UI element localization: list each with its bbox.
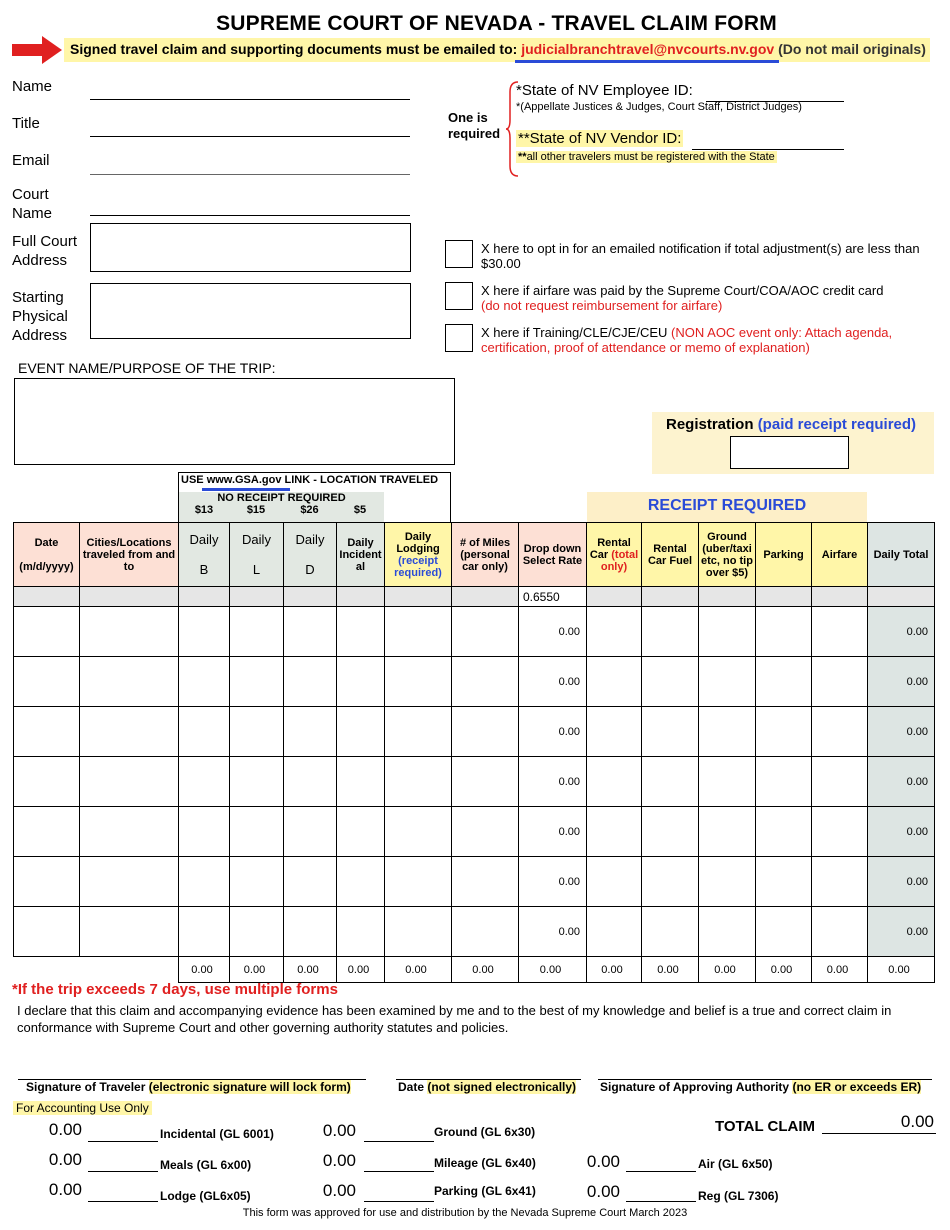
- table-cell[interactable]: [812, 857, 868, 907]
- vendor-note-text: all other travelers must be registered with the State: [526, 151, 775, 163]
- rate-row: [14, 587, 935, 607]
- table-cell[interactable]: [80, 757, 179, 807]
- table-cell[interactable]: [337, 857, 385, 907]
- email-label: Email: [12, 152, 50, 169]
- column-total-cell: 0.00: [587, 957, 642, 983]
- approver-signature-field[interactable]: [598, 1060, 932, 1080]
- email-field[interactable]: [90, 155, 410, 175]
- table-cell[interactable]: [385, 807, 452, 857]
- one-required-note: [448, 110, 500, 142]
- daily-total-cell: 0.00: [868, 807, 935, 857]
- column-total-cell: 0.00: [337, 957, 385, 983]
- table-cell[interactable]: [642, 807, 699, 857]
- lodge-code-field[interactable]: [88, 1180, 158, 1202]
- daily-total-cell: 0.00: [868, 757, 935, 807]
- column-total-cell: 0.00: [699, 957, 756, 983]
- event-label: EVENT NAME/PURPOSE OF THE TRIP:: [18, 360, 276, 376]
- meals-gl-label: Meals (GL 6x00): [160, 1158, 252, 1172]
- table-cell[interactable]: [452, 657, 519, 707]
- table-cell[interactable]: [642, 707, 699, 757]
- starting-address-label-line3: Address: [12, 327, 68, 344]
- col-fuel: Rental Car Fuel: [642, 523, 699, 587]
- court-name-label-line1: Court: [12, 186, 49, 203]
- mileage-amount: 0.00: [322, 1151, 356, 1170]
- starting-address-label-line1: Starting: [12, 289, 64, 306]
- table-cell[interactable]: [587, 857, 642, 907]
- parking-gl-label: Parking (GL 6x41): [434, 1184, 536, 1198]
- rates-row: [179, 504, 384, 516]
- column-total-cell: 0.00: [642, 957, 699, 983]
- rate-row-cell: [452, 587, 519, 607]
- rate-row-cell: [756, 587, 812, 607]
- lodge-amount: 0.00: [48, 1180, 82, 1199]
- table-cell[interactable]: [179, 757, 230, 807]
- table-cell[interactable]: [284, 907, 337, 957]
- table-cell[interactable]: [14, 657, 80, 707]
- title-field[interactable]: [90, 117, 410, 137]
- rate-row-cell: [179, 587, 230, 607]
- table-cell[interactable]: [80, 657, 179, 707]
- col-ground: Ground (uber/taxi etc, no tip over $5): [699, 523, 756, 587]
- col-rental-label: Rental Car: [589, 536, 631, 561]
- date-signed-field[interactable]: [396, 1060, 581, 1080]
- table-row: [14, 807, 935, 857]
- table-cell[interactable]: [699, 607, 756, 657]
- submission-email-link[interactable]: judicialbranchtravel@nvcourts.nv.gov: [521, 41, 775, 57]
- banner-note: (Do not mail originals): [778, 41, 926, 57]
- employee-id-label: *State of NV Employee ID:: [516, 82, 693, 99]
- table-cell[interactable]: [756, 907, 812, 957]
- table-cell[interactable]: [385, 907, 452, 957]
- column-total-cell: 0.00: [284, 957, 337, 983]
- mileage-amount-cell: 0.00: [519, 857, 587, 907]
- table-cell[interactable]: [80, 857, 179, 907]
- table-cell[interactable]: [642, 907, 699, 957]
- mileage-gl-label: Mileage (GL 6x40): [434, 1156, 536, 1170]
- table-cell[interactable]: [812, 607, 868, 657]
- registration-panel: [652, 412, 934, 474]
- full-court-address-label: [12, 232, 77, 270]
- rate-row-cell: [230, 587, 284, 607]
- incidental-gl-label: Incidental (GL 6001): [160, 1127, 274, 1141]
- col-daily-total: Daily Total: [868, 523, 935, 587]
- training-label: X here if Training/CLE/CJE/CEU: [481, 325, 668, 340]
- rate-row-cell: [337, 587, 385, 607]
- approval-footer: This form was approved for use and distribution by the Nevada Supreme Court March 2023: [242, 1207, 688, 1219]
- table-cell[interactable]: [385, 707, 452, 757]
- receipt-required-label: RECEIPT REQUIRED: [587, 492, 867, 522]
- banner-text: Signed travel claim and supporting documents must be emailed to:: [70, 41, 518, 57]
- parking-amount: 0.00: [322, 1181, 356, 1200]
- table-cell[interactable]: [337, 657, 385, 707]
- table-cell[interactable]: [230, 707, 284, 757]
- parking-code-field[interactable]: [364, 1180, 434, 1202]
- table-cell[interactable]: [179, 907, 230, 957]
- col-breakfast-label: B: [199, 562, 209, 577]
- ground-amount: 0.00: [322, 1121, 356, 1140]
- col-airfare: Airfare: [812, 523, 868, 587]
- rate-row-cell: [642, 587, 699, 607]
- traveler-signature-text: Signature of Traveler: [26, 1080, 146, 1094]
- starting-address-field[interactable]: [90, 283, 411, 339]
- table-cell[interactable]: [699, 907, 756, 957]
- col-lodging: [385, 523, 452, 587]
- table-row: [14, 757, 935, 807]
- one-required-line1: One is: [448, 110, 488, 125]
- mileage-rate-select[interactable]: 0.6550: [519, 587, 587, 607]
- approver-signature-text: Signature of Approving Authority: [600, 1080, 790, 1094]
- employee-id-field[interactable]: [706, 84, 844, 102]
- table-cell[interactable]: [642, 607, 699, 657]
- air-code-field[interactable]: [626, 1150, 696, 1172]
- court-name-label-line2: Name: [12, 205, 53, 222]
- arrow-right-icon: [12, 36, 62, 64]
- table-cell[interactable]: [80, 807, 179, 857]
- table-cell[interactable]: [179, 807, 230, 857]
- ground-gl-label: Ground (GL 6x30): [434, 1125, 536, 1139]
- totals-spacer: [14, 957, 80, 983]
- column-total-cell: 0.00: [179, 957, 230, 983]
- registration-note: (paid receipt required): [757, 416, 917, 433]
- airfare-paid-text: [481, 283, 931, 313]
- gsa-link-underline: [202, 488, 290, 491]
- table-cell[interactable]: [452, 907, 519, 957]
- table-cell[interactable]: [642, 757, 699, 807]
- table-cell[interactable]: [14, 907, 80, 957]
- gsa-suffix: LINK - LOCATION TRAVELED: [281, 474, 439, 486]
- multi-form-warning: *If the trip exceeds 7 days, use multiple forms: [12, 981, 338, 998]
- reg-code-field[interactable]: [626, 1180, 696, 1202]
- registration-label-wrap: [666, 416, 916, 433]
- col-dinner-label: D: [305, 562, 315, 577]
- reg-gl-label: Reg (GL 7306): [698, 1189, 779, 1203]
- daily-total-cell: 0.00: [868, 707, 935, 757]
- mileage-amount-cell: 0.00: [519, 807, 587, 857]
- accounting-label: For Accounting Use Only: [13, 1101, 152, 1115]
- table-cell[interactable]: [337, 607, 385, 657]
- table-cell[interactable]: [452, 757, 519, 807]
- table-cell[interactable]: [179, 857, 230, 907]
- rate-row-cell: [699, 587, 756, 607]
- vendor-id-note: [516, 151, 777, 163]
- daily-total-cell: 0.00: [868, 857, 935, 907]
- approver-signature-label: [600, 1080, 921, 1094]
- email-banner: [64, 38, 930, 62]
- col-lunch: [230, 523, 284, 587]
- mileage-amount-cell: 0.00: [519, 907, 587, 957]
- page-title: SUPREME COURT OF NEVADA - TRAVEL CLAIM FORM: [216, 12, 777, 35]
- table-cell[interactable]: [284, 707, 337, 757]
- date-signed-label: [398, 1080, 576, 1094]
- training-checkbox[interactable]: [445, 324, 473, 352]
- table-row: [14, 707, 935, 757]
- table-cell[interactable]: [179, 657, 230, 707]
- table-cell[interactable]: [642, 857, 699, 907]
- table-cell[interactable]: [699, 757, 756, 807]
- table-cell[interactable]: [699, 707, 756, 757]
- table-cell[interactable]: [812, 707, 868, 757]
- employee-id-note: *(Appellate Justices & Judges, Court Staff, District Judges): [516, 101, 802, 113]
- column-total-cell: 0.00: [230, 957, 284, 983]
- table-cell[interactable]: [284, 607, 337, 657]
- table-cell[interactable]: [337, 807, 385, 857]
- full-court-address-label-line2: Address: [12, 252, 68, 269]
- date-signed-note: (not signed electronically): [427, 1080, 577, 1094]
- lunch-rate: $15: [246, 504, 266, 516]
- data-rows: [14, 607, 935, 957]
- table-cell[interactable]: [756, 857, 812, 907]
- opt-in-notification-text: [481, 241, 931, 271]
- col-lunch-top: Daily: [242, 532, 271, 547]
- col-dinner-top: Daily: [295, 532, 325, 547]
- daily-total-cell: 0.00: [868, 907, 935, 957]
- mileage-amount-cell: 0.00: [519, 657, 587, 707]
- mileage-amount-cell: 0.00: [519, 607, 587, 657]
- table-cell[interactable]: [284, 657, 337, 707]
- table-cell[interactable]: [14, 757, 80, 807]
- air-gl-label: Air (GL 6x50): [698, 1157, 773, 1171]
- table-cell[interactable]: [284, 757, 337, 807]
- vendor-id-label: **State of NV Vendor ID:: [518, 130, 682, 147]
- total-claim-label: TOTAL CLAIM: [715, 1118, 815, 1135]
- table-cell[interactable]: [80, 707, 179, 757]
- totals-spacer: [80, 957, 179, 983]
- date-signed-text: Date: [398, 1080, 425, 1094]
- ground-code-field[interactable]: [364, 1120, 434, 1142]
- total-claim-value: 0.00: [822, 1112, 936, 1134]
- gsa-prefix: USE: [181, 474, 207, 486]
- mileage-code-field[interactable]: [364, 1150, 434, 1172]
- mileage-amount-cell: 0.00: [519, 757, 587, 807]
- col-date-label: Date: [34, 536, 59, 549]
- starting-address-label-line2: Physical: [12, 308, 68, 325]
- name-label: Name: [12, 78, 53, 95]
- col-dinner: [284, 523, 337, 587]
- event-field[interactable]: [14, 378, 455, 465]
- col-date-format: (m/d/yyyy): [19, 560, 74, 573]
- meals-amount: 0.00: [48, 1150, 82, 1169]
- table-cell[interactable]: [587, 607, 642, 657]
- column-total-cell: 0.00: [868, 957, 935, 983]
- totals-row: [14, 957, 935, 983]
- table-header-row: [14, 523, 935, 587]
- col-parking: Parking: [756, 523, 812, 587]
- training-text: [481, 325, 931, 355]
- table-cell[interactable]: [337, 907, 385, 957]
- starting-address-label: [12, 288, 68, 345]
- table-cell[interactable]: [699, 657, 756, 707]
- column-total-cell: 0.00: [756, 957, 812, 983]
- court-name-field[interactable]: [90, 196, 410, 216]
- breakfast-rate: $13: [194, 504, 214, 516]
- col-rate: Drop down Select Rate: [519, 523, 587, 587]
- table-cell[interactable]: [385, 607, 452, 657]
- column-total-cell: 0.00: [452, 957, 519, 983]
- col-incidental: Daily Incident al: [337, 523, 385, 587]
- table-cell[interactable]: [284, 857, 337, 907]
- lodge-gl-label: Lodge (GL6x05): [160, 1189, 251, 1203]
- approver-signature-note: (no ER or exceeds ER): [792, 1080, 922, 1094]
- name-field[interactable]: [90, 80, 410, 100]
- table-cell[interactable]: [756, 707, 812, 757]
- col-breakfast: [179, 523, 230, 587]
- table-cell[interactable]: [699, 807, 756, 857]
- table-cell[interactable]: [337, 707, 385, 757]
- rate-row-cell: [80, 587, 179, 607]
- table-cell[interactable]: [812, 807, 868, 857]
- table-cell[interactable]: [14, 857, 80, 907]
- one-required-line2: required: [448, 126, 501, 141]
- table-cell[interactable]: [587, 757, 642, 807]
- table-cell[interactable]: [452, 857, 519, 907]
- daily-total-cell: 0.00: [868, 607, 935, 657]
- table-cell[interactable]: [230, 657, 284, 707]
- table-cell[interactable]: [385, 757, 452, 807]
- table-row: [14, 657, 935, 707]
- airfare-paid-label: X here if airfare was paid by the Supreme Court/COA/AOC credit card: [481, 283, 884, 298]
- full-court-address-label-line1: Full Court: [12, 233, 78, 250]
- traveler-signature-label: [26, 1080, 351, 1094]
- rate-row-cell: [868, 587, 935, 607]
- no-receipt-label: NO RECEIPT REQUIRED: [217, 492, 346, 504]
- traveler-signature-field[interactable]: [18, 1060, 366, 1080]
- table-cell[interactable]: [80, 607, 179, 657]
- air-amount: 0.00: [586, 1152, 620, 1171]
- incidental-rate: $5: [353, 504, 367, 516]
- registration-field[interactable]: [730, 436, 849, 469]
- table-cell[interactable]: [230, 907, 284, 957]
- table-cell[interactable]: [80, 907, 179, 957]
- dinner-rate: $26: [300, 504, 319, 516]
- rate-row-cell: [284, 587, 337, 607]
- table-row: [14, 907, 935, 957]
- table-cell[interactable]: [230, 757, 284, 807]
- vendor-note-mark: **: [518, 151, 527, 163]
- table-cell[interactable]: [230, 857, 284, 907]
- table-cell[interactable]: [812, 757, 868, 807]
- table-cell[interactable]: [812, 907, 868, 957]
- table-cell[interactable]: [14, 807, 80, 857]
- gsa-text: [179, 473, 450, 487]
- column-total-cell: 0.00: [519, 957, 587, 983]
- court-name-label: [12, 185, 52, 223]
- col-lodging-label: Daily Lodging: [396, 530, 440, 555]
- table-cell[interactable]: [587, 707, 642, 757]
- table-cell[interactable]: [699, 857, 756, 907]
- table-cell[interactable]: [452, 707, 519, 757]
- meals-code-field[interactable]: [88, 1150, 158, 1172]
- full-court-address-field[interactable]: [90, 223, 411, 272]
- traveler-signature-note: (electronic signature will lock form): [148, 1080, 351, 1094]
- incidental-code-field[interactable]: [88, 1120, 158, 1142]
- opt-in-notification-label: X here to opt in for an emailed notification if total adjustment(s) are less than $30.00: [481, 241, 920, 271]
- col-cities: Cities/Locations traveled from and to: [80, 523, 179, 587]
- title-label: Title: [12, 115, 40, 132]
- table-cell[interactable]: [337, 757, 385, 807]
- opt-in-notification-checkbox[interactable]: [445, 240, 473, 268]
- col-date: [14, 523, 80, 587]
- daily-total-cell: 0.00: [868, 657, 935, 707]
- table-cell[interactable]: [756, 607, 812, 657]
- table-cell[interactable]: [812, 657, 868, 707]
- no-receipt-block: [179, 492, 384, 522]
- vendor-id-field[interactable]: [692, 132, 844, 150]
- table-row: [14, 607, 935, 657]
- airfare-paid-checkbox[interactable]: [445, 282, 473, 310]
- table-cell[interactable]: [179, 607, 230, 657]
- col-breakfast-top: Daily: [189, 532, 219, 547]
- registration-label: Registration: [666, 416, 754, 433]
- table-cell[interactable]: [452, 607, 519, 657]
- table-cell[interactable]: [642, 657, 699, 707]
- gsa-link[interactable]: www.GSA.gov: [206, 474, 282, 486]
- col-rental-note: (total only): [600, 548, 639, 573]
- col-rental: [587, 523, 642, 587]
- table-cell[interactable]: [756, 807, 812, 857]
- table-row: [14, 857, 935, 907]
- table-cell[interactable]: [230, 807, 284, 857]
- reg-amount: 0.00: [586, 1182, 620, 1201]
- table-cell[interactable]: [587, 657, 642, 707]
- column-total-cell: 0.00: [385, 957, 452, 983]
- table-cell[interactable]: [230, 607, 284, 657]
- email-underline: [515, 60, 779, 63]
- rate-row-cell: [812, 587, 868, 607]
- mileage-amount-cell: 0.00: [519, 707, 587, 757]
- table-cell[interactable]: [756, 657, 812, 707]
- table-cell[interactable]: [385, 857, 452, 907]
- rate-row-cell: [587, 587, 642, 607]
- column-total-cell: 0.00: [812, 957, 868, 983]
- rate-row-cell: [14, 587, 80, 607]
- col-lunch-label: L: [252, 562, 261, 577]
- table-cell[interactable]: [14, 607, 80, 657]
- incidental-amount: 0.00: [48, 1120, 82, 1139]
- table-cell[interactable]: [587, 807, 642, 857]
- col-miles: # of Miles (personal car only): [452, 523, 519, 587]
- table-cell[interactable]: [452, 807, 519, 857]
- training-note: (NON AOC event only: Attach agenda, certification, proof of attendance or memo of explanation): [481, 325, 893, 355]
- rate-row-cell: [385, 587, 452, 607]
- expense-table: [13, 522, 935, 983]
- table-cell[interactable]: [179, 707, 230, 757]
- table-cell[interactable]: [385, 657, 452, 707]
- table-cell[interactable]: [587, 907, 642, 957]
- airfare-paid-note: (do not request reimbursement for airfare): [481, 298, 723, 313]
- table-cell[interactable]: [284, 807, 337, 857]
- declaration-text: I declare that this claim and accompanying evidence has been examined by me and to the best of my knowledge and belief is a true and correct claim in conformance with Supreme Court and other governing authority statutes and policies.: [17, 1003, 892, 1035]
- col-lodging-note: (receipt required): [394, 554, 442, 579]
- table-cell[interactable]: [14, 707, 80, 757]
- table-cell[interactable]: [756, 757, 812, 807]
